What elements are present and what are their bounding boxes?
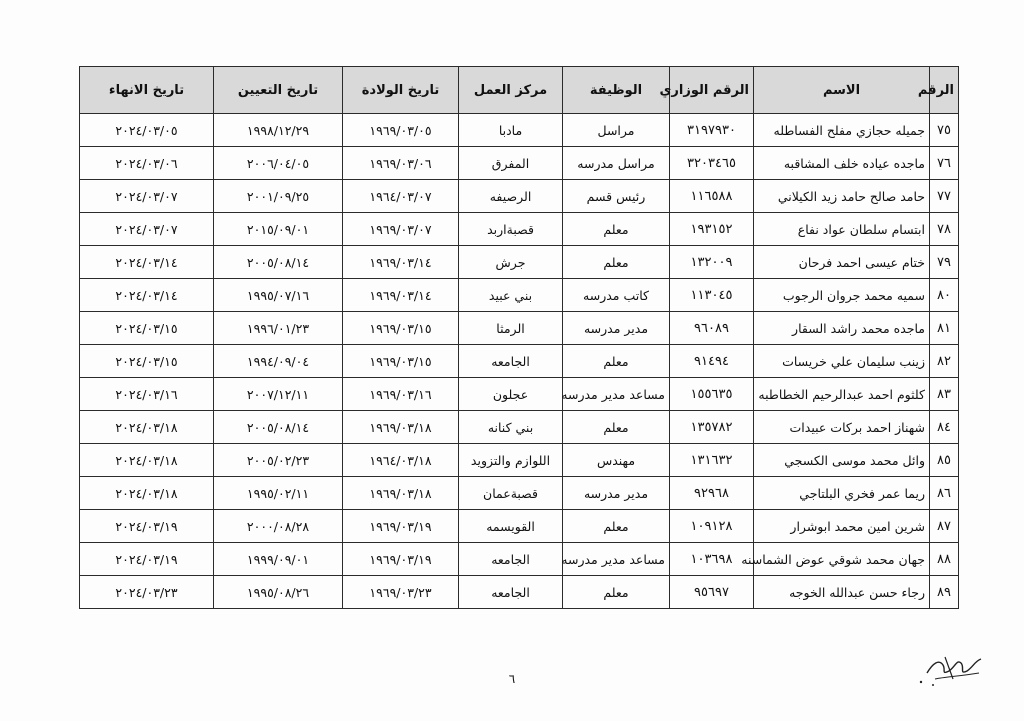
end-date-cell: ٢٠٢٤/٠٣/٠٧ [80, 180, 214, 213]
table-row [80, 411, 959, 444]
job-cell: مدير مدرسه [563, 477, 670, 510]
appointment-date-cell: ١٩٩٩/٠٩/٠١ [214, 543, 343, 576]
job-cell: مهندس [563, 444, 670, 477]
table-row [80, 114, 959, 147]
row-number-cell: ٨١ [930, 312, 959, 345]
row-number-cell: ٨٣ [930, 378, 959, 411]
work-center-cell: جرش [459, 246, 563, 279]
table-header [80, 67, 959, 114]
birth-date-cell: ١٩٦٩/٠٣/١٩ [343, 510, 459, 543]
end-date-cell: ٢٠٢٤/٠٣/١٨ [80, 411, 214, 444]
end-date-cell: ٢٠٢٤/٠٣/١٥ [80, 345, 214, 378]
end-date-cell: ٢٠٢٤/٠٣/٠٧ [80, 213, 214, 246]
employee-name-cell: شرين امين محمد ابوشرار [754, 510, 930, 543]
job-cell: معلم [563, 411, 670, 444]
table-body [80, 114, 959, 609]
appointment-date-cell: ١٩٩٦/٠١/٢٣ [214, 312, 343, 345]
ministry-number-cell: ٩٦٠٨٩ [670, 312, 754, 345]
appointment-date-cell: ١٩٩٨/١٢/٢٩ [214, 114, 343, 147]
birth-date-cell: ١٩٦٩/٠٣/٠٦ [343, 147, 459, 180]
work-center-cell: الجامعه [459, 543, 563, 576]
ministry-number-cell: ٩١٤٩٤ [670, 345, 754, 378]
appointment-date-cell: ٢٠٠٥/٠٨/١٤ [214, 246, 343, 279]
employee-name-cell: شهناز احمد بركات عبيدات [754, 411, 930, 444]
header-appointment-date: تاريخ التعيين [214, 67, 343, 114]
work-center-cell: الرصيفه [459, 180, 563, 213]
table-row [80, 576, 959, 609]
birth-date-cell: ١٩٦٩/٠٣/٢٣ [343, 576, 459, 609]
birth-date-cell: ١٩٦٤/٠٣/٠٧ [343, 180, 459, 213]
work-center-cell: بني عبيد [459, 279, 563, 312]
header-name: الاسم [754, 67, 930, 114]
appointment-date-cell: ١٩٩٤/٠٩/٠٤ [214, 345, 343, 378]
end-date-cell: ٢٠٢٤/٠٣/٠٦ [80, 147, 214, 180]
end-date-cell: ٢٠٢٤/٠٣/١٩ [80, 543, 214, 576]
row-number-cell: ٨٦ [930, 477, 959, 510]
employee-name-cell: جهان محمد شوقي عوض الشماسنه [754, 543, 930, 576]
header-number: الرقم [930, 67, 959, 114]
end-date-cell: ٢٠٢٤/٠٣/١٤ [80, 246, 214, 279]
ministry-number-cell: ١٣٥٧٨٢ [670, 411, 754, 444]
table-row [80, 510, 959, 543]
table-row [80, 246, 959, 279]
header-birth-date: تاريخ الولادة [343, 67, 459, 114]
table-row [80, 312, 959, 345]
ministry-number-cell: ٣١٩٧٩٣٠ [670, 114, 754, 147]
header-job: الوظيفة [563, 67, 670, 114]
work-center-cell: قصبةاربد [459, 213, 563, 246]
employee-name-cell: حامد صالح حامد زيد الكيلاني [754, 180, 930, 213]
ministry-number-cell: ١٣١٦٣٢ [670, 444, 754, 477]
row-number-cell: ٨٢ [930, 345, 959, 378]
employee-name-cell: جميله حجازي مفلح الفساطله [754, 114, 930, 147]
job-cell: مساعد مدير مدرسه [563, 378, 670, 411]
header-work-center: مركز العمل [459, 67, 563, 114]
end-date-cell: ٢٠٢٤/٠٣/٢٣ [80, 576, 214, 609]
employee-name-cell: ابتسام سلطان عواد نفاع [754, 213, 930, 246]
table-row [80, 543, 959, 576]
work-center-cell: الجامعه [459, 576, 563, 609]
job-cell: معلم [563, 576, 670, 609]
table-row [80, 444, 959, 477]
employee-name-cell: ختام عيسى احمد فرحان [754, 246, 930, 279]
appointment-date-cell: ١٩٩٥/٠٨/٢٦ [214, 576, 343, 609]
ministry-number-cell: ٩٢٩٦٨ [670, 477, 754, 510]
employee-name-cell: ماجده عياده خلف المشاقبه [754, 147, 930, 180]
table-row [80, 213, 959, 246]
row-number-cell: ٨٧ [930, 510, 959, 543]
job-cell: مراسل مدرسه [563, 147, 670, 180]
job-cell: مراسل [563, 114, 670, 147]
birth-date-cell: ١٩٦٩/٠٣/١٥ [343, 345, 459, 378]
ministry-number-cell: ٣٢٠٣٤٦٥ [670, 147, 754, 180]
row-number-cell: ٧٩ [930, 246, 959, 279]
ministry-number-cell: ١٠٩١٢٨ [670, 510, 754, 543]
ministry-number-cell: ١٥٥٦٣٥ [670, 378, 754, 411]
header-end-date: تاريخ الانهاء [80, 67, 214, 114]
row-number-cell: ٨٠ [930, 279, 959, 312]
appointment-date-cell: ٢٠٠١/٠٩/٢٥ [214, 180, 343, 213]
job-cell: معلم [563, 246, 670, 279]
end-date-cell: ٢٠٢٤/٠٣/١٨ [80, 477, 214, 510]
row-number-cell: ٨٥ [930, 444, 959, 477]
birth-date-cell: ١٩٦٩/٠٣/١٤ [343, 279, 459, 312]
birth-date-cell: ١٩٦٩/٠٣/١٦ [343, 378, 459, 411]
row-number-cell: ٧٥ [930, 114, 959, 147]
table-row [80, 378, 959, 411]
work-center-cell: قصبةعمان [459, 477, 563, 510]
work-center-cell: الجامعه [459, 345, 563, 378]
ministry-number-cell: ٩٥٦٩٧ [670, 576, 754, 609]
birth-date-cell: ١٩٦٩/٠٣/١٩ [343, 543, 459, 576]
employee-name-cell: رجاء حسن عبدالله الخوجه [754, 576, 930, 609]
appointment-date-cell: ٢٠١٥/٠٩/٠١ [214, 213, 343, 246]
job-cell: معلم [563, 510, 670, 543]
retirement-roster-table [79, 66, 959, 609]
appointment-date-cell: ٢٠٠٥/٠٨/١٤ [214, 411, 343, 444]
appointment-date-cell: ١٩٩٥/٠٧/١٦ [214, 279, 343, 312]
row-number-cell: ٨٤ [930, 411, 959, 444]
birth-date-cell: ١٩٦٩/٠٣/١٨ [343, 411, 459, 444]
row-number-cell: ٧٦ [930, 147, 959, 180]
header-row [80, 67, 959, 114]
birth-date-cell: ١٩٦٩/٠٣/١٥ [343, 312, 459, 345]
table-row [80, 477, 959, 510]
appointment-date-cell: ٢٠٠٦/٠٤/٠٥ [214, 147, 343, 180]
table-row [80, 180, 959, 213]
work-center-cell: عجلون [459, 378, 563, 411]
table-row [80, 279, 959, 312]
work-center-cell: المفرق [459, 147, 563, 180]
employee-name-cell: سميه محمد جروان الرجوب [754, 279, 930, 312]
employee-name-cell: ماجده محمد راشد السقار [754, 312, 930, 345]
appointment-date-cell: ١٩٩٥/٠٢/١١ [214, 477, 343, 510]
ministry-number-cell: ١٣٢٠٠٩ [670, 246, 754, 279]
job-cell: معلم [563, 213, 670, 246]
job-cell: مدير مدرسه [563, 312, 670, 345]
end-date-cell: ٢٠٢٤/٠٣/١٨ [80, 444, 214, 477]
ministry-number-cell: ١١٣٠٤٥ [670, 279, 754, 312]
birth-date-cell: ١٩٦٩/٠٣/١٨ [343, 477, 459, 510]
work-center-cell: بني كنانه [459, 411, 563, 444]
appointment-date-cell: ٢٠٠٥/٠٢/٢٣ [214, 444, 343, 477]
job-cell: رئيس قسم [563, 180, 670, 213]
end-date-cell: ٢٠٢٤/٠٣/١٩ [80, 510, 214, 543]
end-date-cell: ٢٠٢٤/٠٣/٠٥ [80, 114, 214, 147]
employee-name-cell: كلثوم احمد عبدالرحيم الخطاطبه [754, 378, 930, 411]
ministry-number-cell: ١٩٣١٥٢ [670, 213, 754, 246]
employee-name-cell: ريما عمر فخري البلتاجي [754, 477, 930, 510]
end-date-cell: ٢٠٢٤/٠٣/١٥ [80, 312, 214, 345]
birth-date-cell: ١٩٦٩/٠٣/٠٥ [343, 114, 459, 147]
appointment-date-cell: ٢٠٠٧/١٢/١١ [214, 378, 343, 411]
row-number-cell: ٧٨ [930, 213, 959, 246]
job-cell: معلم [563, 345, 670, 378]
birth-date-cell: ١٩٦٤/٠٣/١٨ [343, 444, 459, 477]
row-number-cell: ٨٩ [930, 576, 959, 609]
work-center-cell: الرمثا [459, 312, 563, 345]
row-number-cell: ٧٧ [930, 180, 959, 213]
appointment-date-cell: ٢٠٠٠/٠٨/٢٨ [214, 510, 343, 543]
employee-name-cell: زينب سليمان علي خريسات [754, 345, 930, 378]
table-row [80, 147, 959, 180]
birth-date-cell: ١٩٦٩/٠٣/١٤ [343, 246, 459, 279]
end-date-cell: ٢٠٢٤/٠٣/١٤ [80, 279, 214, 312]
work-center-cell: مادبا [459, 114, 563, 147]
page-number: ٦ [508, 672, 516, 686]
employee-name-cell: وائل محمد موسى الكسجي [754, 444, 930, 477]
end-date-cell: ٢٠٢٤/٠٣/١٦ [80, 378, 214, 411]
row-number-cell: ٨٨ [930, 543, 959, 576]
job-cell: كاتب مدرسه [563, 279, 670, 312]
work-center-cell: اللوازم والتزويد [459, 444, 563, 477]
header-ministry-number: الرقم الوزاري [670, 67, 754, 114]
table-row [80, 345, 959, 378]
birth-date-cell: ١٩٦٩/٠٣/٠٧ [343, 213, 459, 246]
job-cell: مساعد مدير مدرسه [563, 543, 670, 576]
work-center-cell: القويسمه [459, 510, 563, 543]
ministry-number-cell: ١٠٣٦٩٨ [670, 543, 754, 576]
ministry-number-cell: ١١٦٥٨٨ [670, 180, 754, 213]
